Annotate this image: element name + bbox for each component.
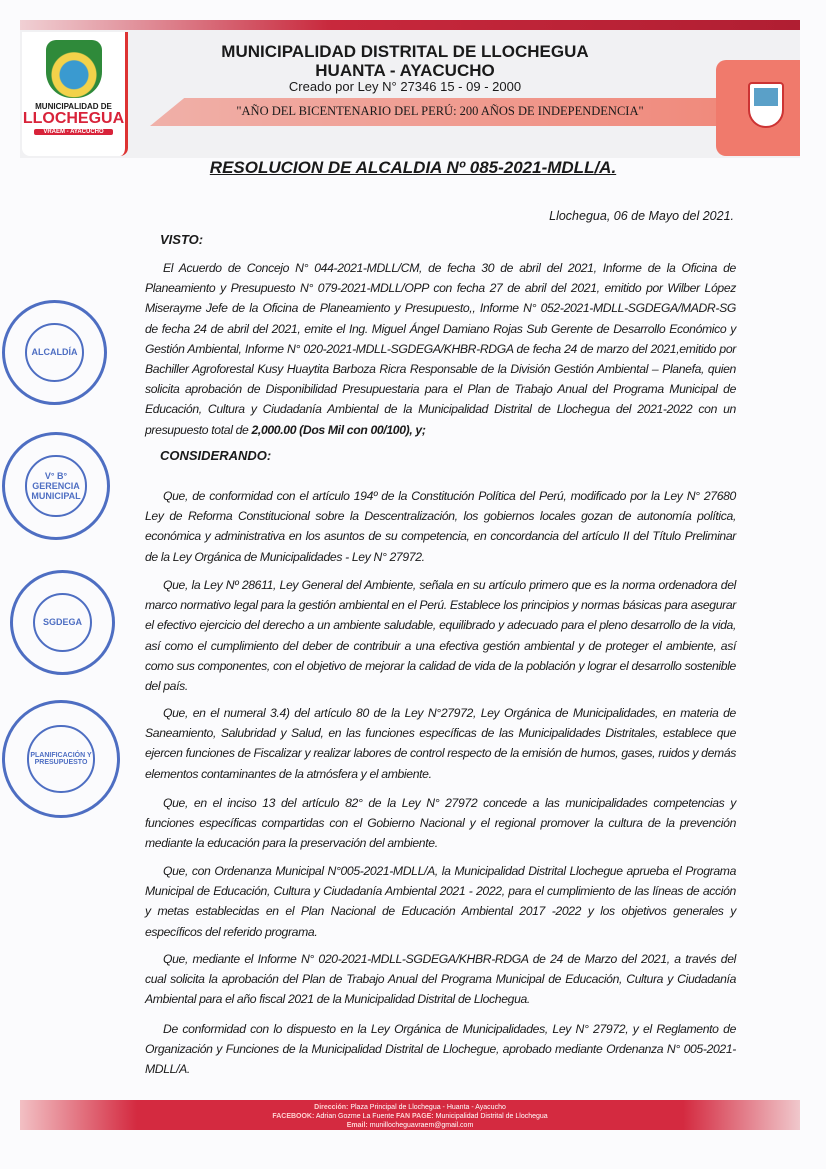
logo-line2: LLOCHEGUA bbox=[22, 110, 125, 127]
fanpage-label: FAN PAGE: bbox=[396, 1113, 434, 1120]
paragraph: De conformidad con lo dispuesto en la Ley Orgánica de Municipalidades, Ley N° 27972, y el Reglamento de Organización y Funciones de la Municipalidad Distrital de Llochegue, aprobado mediante Ordenanza N° 005-2021-MDLL/A. bbox=[145, 1022, 736, 1077]
email-label: Email: bbox=[346, 1122, 368, 1129]
visto-heading: VISTO: bbox=[160, 232, 204, 247]
document-date: Llochegua, 06 de Mayo del 2021. bbox=[549, 209, 734, 223]
municipal-crest-icon bbox=[46, 40, 102, 98]
paragraph: Que, mediante el Informe N° 020-2021-MDLL-SGDEGA/KHBR-RDGA de 24 de Marzo del 2021, a través del cual solicita la aprobación del Plan de Trabajo Anual del Programa Municipal de Educación, Cultura y Ciudadanía Ambiental para el año fiscal 2021 de la Municipalidad Distrital de Llochegua. bbox=[145, 952, 736, 1007]
stamp-text: PLANIFICACIÓN Y PRESUPUESTO bbox=[27, 725, 94, 792]
stamp-sgdega bbox=[10, 570, 115, 675]
peru-shield-icon bbox=[748, 82, 784, 128]
paragraph: Que, con Ordenanza Municipal N°005-2021-MDLL/A, la Municipalidad Distrital Llochegue aprueba el Programa Municipal de Educación, Cultura y Ciudadanía Ambiental 2021 - 2022, para el cumplimiento de las líneas de acción y metas establecidas en el Plan Nacional de Educación Ambiental 2017 -2022 y los objetivos generales y específicos del referido programa. bbox=[145, 864, 736, 939]
facebook-label: FACEBOOK: bbox=[272, 1113, 315, 1120]
municipal-logo bbox=[22, 32, 128, 156]
fanpage: Municipalidad Distrital de Llochegua bbox=[435, 1113, 548, 1120]
institution-name: MUNICIPALIDAD DISTRITAL DE LLOCHEGUA bbox=[221, 42, 589, 61]
stamp-alcaldia bbox=[2, 300, 107, 405]
footer-band bbox=[20, 1100, 800, 1130]
stamp-text: ALCALDÍA bbox=[25, 323, 84, 382]
paragraph: Que, en el numeral 3.4) del artículo 80 de la Ley N°27972, Ley Orgánica de Municipalidades, en materia de Saneamiento, Salubridad y Salud, en las funciones específicas de las Municipalidades Distritales, establece que ejercen funciones de Fiscalizar y realizar labores de control respecto de la emisión de humos, gases, ruidos y demás elementos contaminantes de la atmósfera y el ambiente. bbox=[145, 706, 736, 781]
logo-line1: MUNICIPALIDAD DE bbox=[35, 102, 112, 111]
creation-law: Creado por Ley N° 27346 15 - 09 - 2000 bbox=[288, 79, 522, 94]
stamp-gerencia bbox=[2, 432, 110, 540]
visto-paragraph bbox=[145, 258, 736, 440]
stamp-text: SGDEGA bbox=[33, 593, 92, 652]
stamp-planificacion bbox=[2, 700, 120, 818]
facebook: Adrian Gozme La Fuente bbox=[315, 1113, 395, 1120]
logo-line3: VRAEM - AYACUCHO bbox=[34, 129, 113, 135]
visto-text: El Acuerdo de Concejo N° 044-2021-MDLL/CM, de fecha 30 de abril del 2021, Informe de la Oficina de Planeamiento y Presupuesto N° 079-2021-MDLL/OPP con fecha 27 de abril del 2021, emitido por Wilber López Miserayme Jefe de la Oficina de Planeamiento y Presupuesto,, Informe N° 052-2021-MDLL-SGDEGA/MADR-SG de fecha 24 de abril del 2021, emite el Ing. Miguel Ángel Damiano Rojas Sub Gerente de Desarrollo Económico y Gestión Ambiental, Informe N° 020-2021-MDLL-SGDEGA/KHBR-RDGA de fecha 24 de marzo del 2021,emitido por Bachiller Agroforestal Kusy Huaytita Barboza Ricra Responsable de la División Gestión Ambiental – Planefa, quien solicita aprobación de Disponibilidad Presupuestaria para el Plan de Trabajo Anual del Programa Municipal de Educación, Cultura y Ciudadanía Ambiental de la Municipalidad Distrital de Llochegua del 2021-2022 con un presupuesto total de bbox=[145, 261, 736, 437]
paragraph: Que, en el inciso 13 del artículo 82° de la Ley N° 27972 concede a las municipalidades competencias y funciones específicas compartidas con el Gobierno Nacional y el regional promover la cultura de la prevención mediante la educación para la preservación del ambiente. bbox=[145, 796, 736, 851]
resolution-title: RESOLUCION DE ALCALDIA Nº 085-2021-MDLL/A. bbox=[209, 158, 617, 177]
email: munillocheguavraem@gmail.com bbox=[369, 1122, 474, 1129]
address: Plaza Principal de Llochegua - Huanta - Ayacucho bbox=[350, 1104, 506, 1111]
budget-amount: 2,000.00 (Dos Mil con 00/100), y; bbox=[251, 422, 426, 437]
paragraph: Que, la Ley Nº 28611, Ley General del Ambiente, señala en su artículo primero que es la norma ordenadora del marco normativo legal para la gestión ambiental en el Perú. Establece los principios y normas básicas para asegurar el efectivo ejercicio del derecho a un ambiente saludable, equilibrado y adecuado para el pleno desarrollo de la vida, así como el cumplimiento del deber de contribuir a una efectiva gestión ambiental y de proteger el ambiente, así como sus componentes, con el objetivo de mejorar la calidad de vida de la población y lograr el desarrollo sostenible del país. bbox=[145, 578, 736, 694]
paragraph: Que, de conformidad con el artículo 194º de la Constitución Política del Perú, modificado por la Ley N° 27680 Ley de Reforma Constitucional sobre la Descentralización, los gobiernos locales gozan de autonomía política, económica y administrativa en los asuntos de su competencia, en concordancia del artículo II del Título Preliminar de la Ley Orgánica de Municipalidades - Ley N° 27972. bbox=[145, 489, 736, 564]
institution-location: HUANTA - AYACUCHO bbox=[315, 61, 495, 80]
address-label: Dirección: bbox=[314, 1104, 349, 1111]
stamp-text: V° B° GERENCIA MUNICIPAL bbox=[25, 455, 86, 516]
considerando-heading: CONSIDERANDO: bbox=[160, 448, 272, 463]
year-motto: "AÑO DEL BICENTENARIO DEL PERÚ: 200 AÑOS DE INDEPENDENCIA" bbox=[236, 104, 644, 118]
